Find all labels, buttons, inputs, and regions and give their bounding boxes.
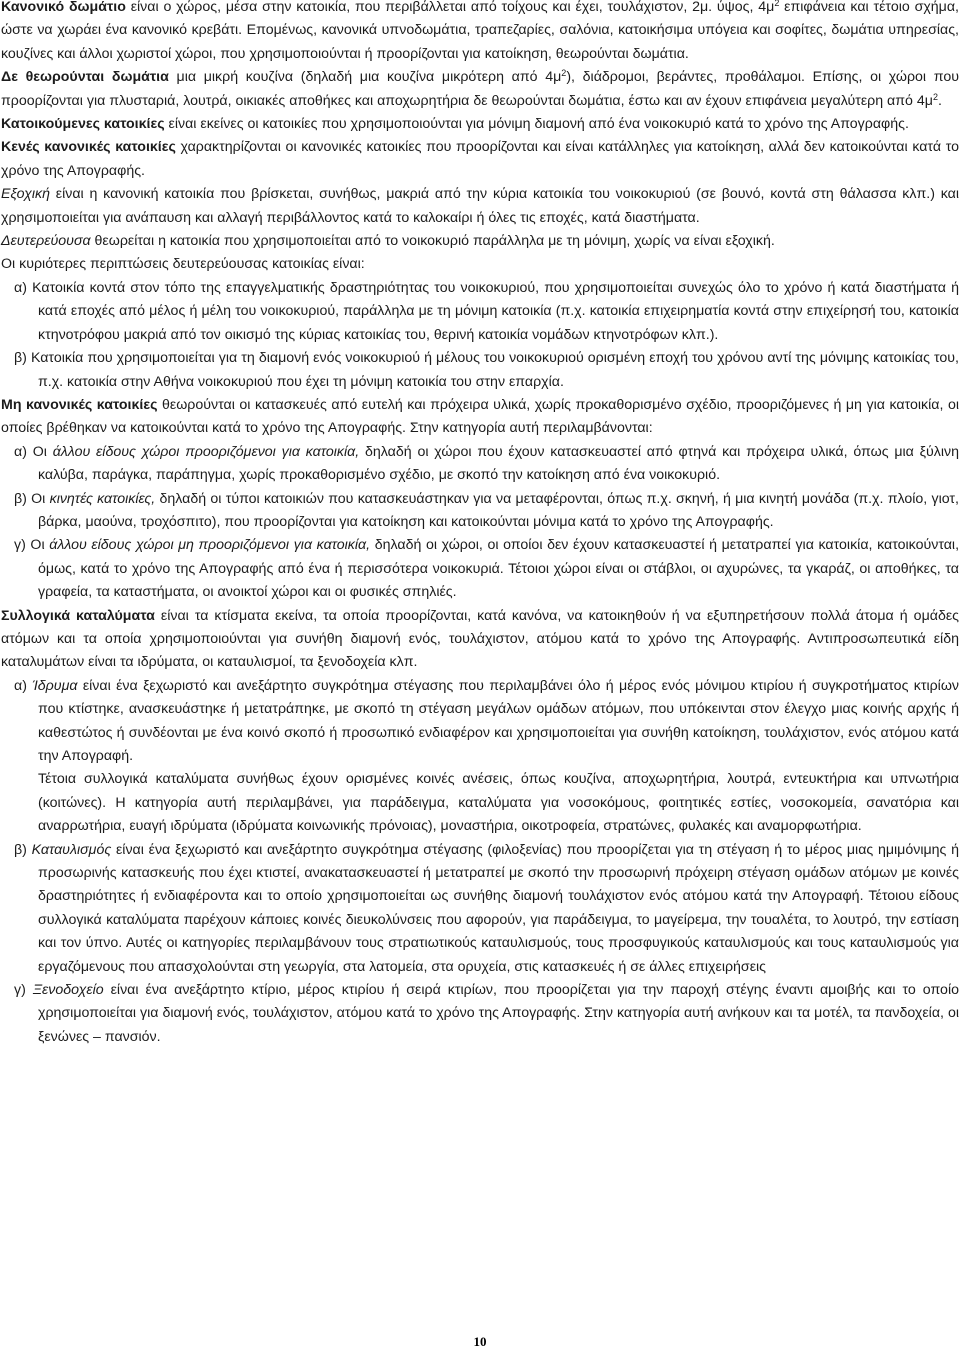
list-item-non-conventional-c: γ) Οι άλλου είδους χώροι μη προοριζόμενοι για κατοικία, δηλαδή οι χώροι, οι οποίοι δεν έχουν κατασκευαστεί ή μετατραπεί για κατοικία, κατοικούνται, όμως, κατά το χρόνο της Απογραφής από ένα ή περισσότερα νοικοκυριά. Τέτοιοι χώροι είναι οι στάβλοι, οι αχυρώνες, τα γκαράζ, οι αποθήκες, τα γραφεία, τα καταστήματα, οι ανοικτοί χώροι και οι φυσικές σπηλιές. [14,537,960,601]
paragraph-secondary-home: Δευτερεύουσα θεωρείται η κατοικία που χρησιμοποιείται από το νοικοκυριό παράλληλα με τη μόνιμη, χωρίς να είναι εξοχική. [1,233,775,250]
list-item-secondary-a: α) Κατοικία κοντά στον τόπο της επαγγελματικής δραστηριότητας του νοικοκυριού, που χρησιμοποιείται συνεχώς όλο το χρόνο ή κατά διαστήματα ή κατά εποχές από μέλος ή μέλη του νοικοκυριού, παράλληλα με τη μόνιμη κατοικία (π.χ. κατοικία επιχειρηματία κοντά στην επιχείρησή του, κατοικία κτηνοτρόφου μακριά από τον οικισμό της κύριας κατοικίας του, θερινή κατοικία νομάδων κτηνοτρόφων κλπ.). [14,279,959,343]
paragraph-non-conventional: Μη κανονικές κατοικίες θεωρούνται οι κατασκευές από ευτελή και πρόχειρα υλικά, χωρίς προκαθορισμένο σχέδιο, προοριζόμενες ή μη για κατοικία, οι οποίες βρέθηκαν να κατοικούνται κατά το χρόνο της Απογραφής. Στην κατηγορία αυτή περιλαμβάνονται: [1,396,959,437]
paragraph-normal-room: Κανονικό δωμάτιο είναι ο χώρος, μέσα στην κατοικία, που περιβάλλεται από τοίχους και έχει, τουλάχιστον, 2μ. ύψος, $4\mu^2$ επιφάνεια και τέτοιο σχήμα, ώστε να χωράει ένα κανονικό κρεβάτι. Επομένως, κανονικά υπνοδωμάτια, τραπεζαρίες, σαλόνια, κατοικήσιμα υπόγεια και σοφίτες, δωμάτια υπηρεσίας, κουζίνες και άλλοι χωριστοί χώροι, που χρησιμοποιούνται ή προορίζονται για κατοίκηση, θεωρούνται δωμάτια. [1,0,959,62]
term-occupied-dwellings: Κατοικούμενες κατοικίες [1,116,165,133]
paragraph-not-rooms: Δε θεωρούνται δωμάτια μια μικρή κουζίνα (δηλαδή μια κουζίνα μικρότερη από $4\mu^2$), διάδρομοι, βεράντες, προθάλαμοι. Επίσης, οι χώροι που προορίζονται για πλυσταριά, λουτρά, οικιακές αποθήκες και αποχωρητήρια δε θεωρούνται δωμάτια, έστω και αν έχουν επιφάνεια μεγαλύτερη από $4\mu^2$. [1,68,959,109]
page-number: 10 [473,1334,487,1349]
term-vacant-dwellings: Κενές κανονικές κατοικίες [1,139,176,156]
list-item-secondary-b: β) Κατοικία που χρησιμοποιείται για τη διαμονή ενός νοικοκυριού ή μέλους του νοικοκυριού ορισμένη εποχή του χρόνου αντί της μόνιμης κατοικίας του, π.χ. κατοικία στην Αθήνα νοικοκυριού που έχει τη μόνιμη κατοικία του στην επαρχία. [14,350,959,390]
list-item-hotel: γ) Ξενοδοχείο είναι ένα ανεξάρτητο κτίριο, μέρος κτιρίου ή σειρά κτιρίων, που προορίζεται για την παροχή στέγης έναντι αμοιβής και το οποίο χρησιμοποιείται για διαμονή ενός, τουλάχιστον, ατόμου κατά το χρόνο της Απογραφής. Στην κατηγορία αυτή ανήκουν και τα μοτέλ, τα πανδοχεία, οι ξενώνες – πανσιόν. [14,982,959,1045]
term-collective-living: Συλλογικά καταλύματα [1,607,155,624]
paragraph-vacant-dwellings: Κενές κανονικές κατοικίες χαρακτηρίζονται οι κανονικές κατοικίες που προορίζονται και είναι κατάλληλες για κατοίκηση, αλλά δεν κατοικούνται κατά το χρόνο της Απογραφής. [1,139,959,179]
list-item-non-conventional-a: α) Οι άλλου είδους χώροι προοριζόμενοι για κατοικία, δηλαδή οι χώροι που έχουν κατασκευαστεί από φτηνά και πρόχειρα υλικά, όπως μια ξύλινη καλύβα, παράγκα, παράπηγμα, χωρίς προκαθορισμένο σχέδιο, με σκοπό την κατοίκηση από ένα νοικοκυριό. [14,443,960,484]
paragraph-secondary-cases-intro: Οι κυριότερες περιπτώσεις δευτερεύουσας κατοικίας είναι: [1,256,365,273]
paragraph-holiday-home: Εξοχική είναι η κανονική κατοικία που βρίσκεται, συνήθως, μακριά από την κύρια κατοικία του νοικοκυριού (σε βουνό, κοντά στη θάλασσα κλπ.) και χρησιμοποιείται για ανάπαυση και αλλαγή περιβάλλοντος κατά το καλοκαίρι ή όλες τις εποχές, κατά διαστήματα. [1,186,959,226]
list-item-institution-continued: Τέτοια συλλογικά καταλύματα συνήθως έχουν ορισμένες κοινές ανέσεις, όπως κουζίνα, αποχωρητήρια, λουτρά, εντευκτήρια και υπνωτήρια (κοιτώνες). Η κατηγορία αυτή περιλαμβάνει, για παράδειγμα, καταλύματα για νοσοκόμους, φοιτητικές εστίες, νοσοκομεία, σανατόρια και αναρρωτήρια, ευαγή ιδρύματα (ιδρύματα κοινωνικής πρόνοιας), μοναστήρια, οικοτροφεία, στρατώνες, φυλακές και αναμορφωτήρια. [38,771,959,835]
term-secondary-home: Δευτερεύουσα [1,233,91,250]
term-holiday-home: Εξοχική [1,186,50,203]
list-item-non-conventional-b: β) Οι κινητές κατοικίες, δηλαδή οι τύποι κατοικιών που κατασκευάστηκαν για να μεταφέρονται, όπως π.χ. σκηνή, ή μια κινητή μονάδα (π.χ. πλοίο, γιοτ, βάρκα, μαούνα, τροχόσπιτο), που προορίζονται για κατοίκηση και κατοικούνται μόνιμα κατά το χρόνο της Απογραφής. [14,490,959,530]
paragraph-occupied-dwellings: Κατοικούμενες κατοικίες είναι εκείνες οι κατοικίες που χρησιμοποιούνται για μόνιμη διαμονή από ένα νοικοκυριό κατά το χρόνο της Απογραφής. [1,116,909,133]
term-non-conventional: Μη κανονικές κατοικίες [1,396,158,413]
term-not-rooms: Δε θεωρούνται δωμάτια [1,69,169,86]
list-item-institution: α) Ίδρυμα είναι ένα ξεχωριστό και ανεξάρτητο συγκρότημα στέγασης που περιλαμβάνει όλο ή μέρος ενός μόνιμου κτιρίου ή συγκροτήματος κτιρίων που κτίστηκε, ανασκευάστηκε ή μετατράπηκε, με σκοπό τη στέγαση μεγάλων ομάδων ατόμων, που υπόκεινται στον έλεγχο μιας κοινής αρχής ή καθεστώτος ή συνδέονται με ένα κοινό σκοπό ή προσωπικό ενδιαφέρον και χρησιμοποιείται για συνήθη κατοίκηση, τουλάχιστον, ενός ατόμου κατά την Απογραφή. [14,677,959,764]
paragraph-collective-living: Συλλογικά καταλύματα είναι τα κτίσματα εκείνα, τα οποία προορίζονται, κατά κανόνα, να κατοικηθούν ή να εξυπηρετήσουν πολλά άτομα ή ομάδες ατόμων και τα οποία χρησιμοποιούνται για συνήθη διαμονή ενός, τουλάχιστον, ατόμου κατά το χρόνο της Απογραφής. Αντιπροσωπευτικά είδη καταλυμάτων είναι τα ιδρύματα, οι καταυλισμοί, τα ξενοδοχεία κλπ. [1,607,960,671]
term-normal-room: Κανονικό δωμάτιο [1,0,126,15]
list-item-camp: β) Καταυλισμός είναι ένα ξεχωριστό και ανεξάρτητο συγκρότημα στέγασης (φιλοξενίας) που προορίζεται για τη στέγαση ή το μέρος μιας ημιμόνιμης ή προσωρινής κατασκευής που έχει κτιστεί, ανακατασκευαστεί ή μετατραπεί με σκοπό την προσωρινή πρόχειρη στέγαση ομάδων ατόμων με κοινές δραστηριότητες ή ενδιαφέροντα και το οποίο χρησιμοποιείται ως συνήθης διαμονή τουλάχιστον ενός ατόμου κατά την Απογραφή. Τέτοιου είδους συλλογικά καταλύματα παρέχουν κάποιες κοινές διευκολύνσεις που αφορούν, για παράδειγμα, το μαγείρεμα, την τουαλέτα, το λουτρό, την εστίαση και τον ύπνο. Αυτές οι κατηγορίες περιλαμβάνουν τους στρατιωτικούς καταυλισμούς, τους προσφυγικούς καταυλισμούς και τους καταυλισμούς για εργαζόμενους που απασχολούνται στη γεωργία, στα λατομεία, στα ορυχεία, στις κατασκευές ή σε άλλες επιχειρήσεις [14,841,960,975]
